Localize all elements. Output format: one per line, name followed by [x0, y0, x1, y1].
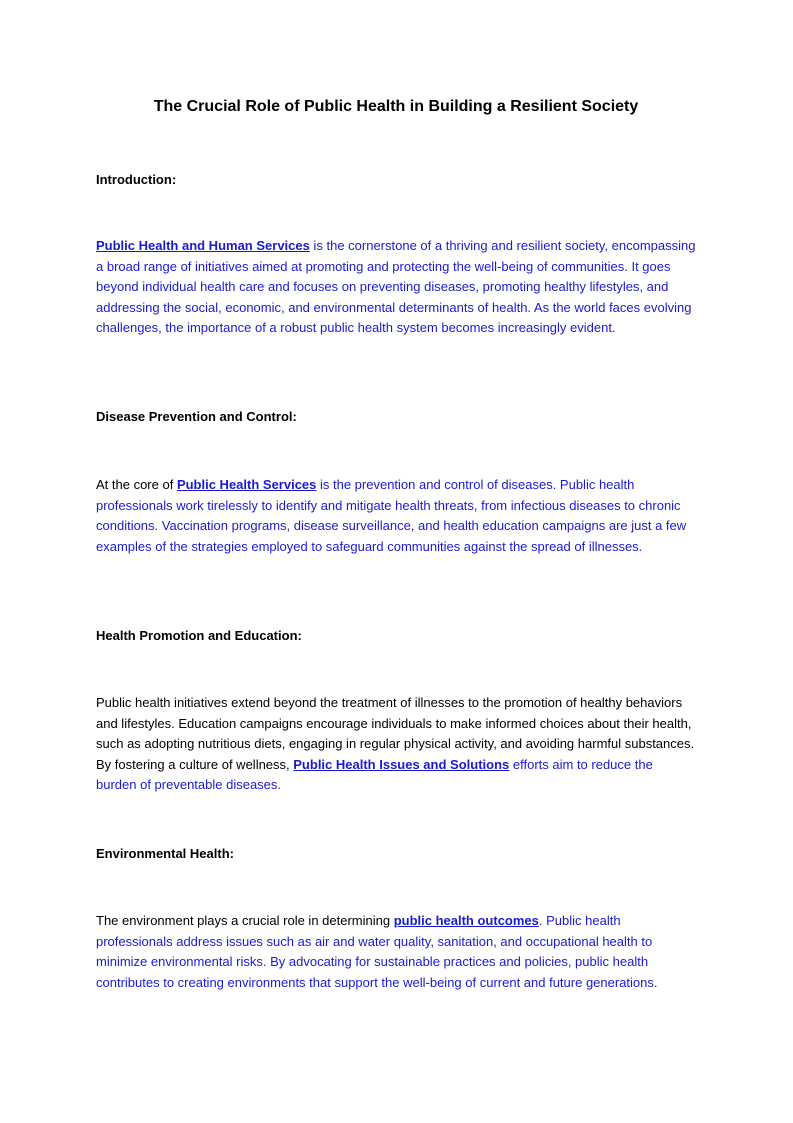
link-public-health-issues-and-solutions[interactable]: Public Health Issues and Solutions [293, 756, 510, 772]
link-public-health-outcomes[interactable]: public health outcomes [393, 913, 539, 928]
section-paragraph-disease-prevention [96, 475, 696, 557]
paragraph-text: efforts aim to reduce the burden of preventable diseases. [96, 756, 653, 792]
section-paragraph-health-promotion [96, 693, 696, 796]
paragraph-text: . Public health professionals address issues such as air and water quality, sanitation, and occupational health to minimize environmental risks. By advocating for sustainable practices and policies, public health contributes to creating environments that support the well-being of current and future generations. [96, 913, 658, 990]
link-public-health-services[interactable]: Public Health Services [176, 477, 317, 492]
paragraph-text: is the cornerstone of a thriving and resilient society, encompassing a broad range of initiatives aimed at promoting and protecting the well-being of communities. It goes beyond individual health care and focuses on preventing diseases, promoting healthy lifestyles, and addressing the social, economic, and environmental determinants of health. As the world faces evolving challenges, the importance of a robust public health system becomes increasingly evident. [96, 238, 696, 335]
page-title: The Crucial Role of Public Health in Building a Resilient Society [153, 98, 639, 115]
paragraph-text: Public health initiatives extend beyond the treatment of illnesses to the promotion of healthy behaviors and lifestyles. Education campaigns encourage individuals to make informed choices about their health, such as adopting nutritious diets, engaging in regular physical activity, and avoiding harmful substances. By fostering a culture of wellness, [96, 695, 695, 772]
section-paragraph-introduction [96, 236, 696, 339]
link-public-health-and-human-services[interactable]: Public Health and Human Services [96, 238, 310, 253]
section-heading-health-promotion: Health Promotion and Education: [96, 628, 302, 643]
paragraph-text: The environment plays a crucial role in determining [96, 913, 394, 928]
section-paragraph-environmental-health [96, 911, 696, 993]
section-heading-disease-prevention: Disease Prevention and Control: [96, 409, 297, 424]
paragraph-text: At the core of [96, 477, 177, 492]
section-heading-introduction: Introduction: [96, 172, 177, 187]
paragraph-text: is the prevention and control of diseases. Public health professionals work tirelessly to identify and mitigate health threats, from infectious diseases to chronic conditions. Vaccination programs, disease surveillance, and health education campaigns are just a few examples of the strategies employed to safeguard communities against the spread of illnesses. [96, 477, 687, 554]
section-heading-environmental-health: Environmental Health: [96, 846, 234, 861]
